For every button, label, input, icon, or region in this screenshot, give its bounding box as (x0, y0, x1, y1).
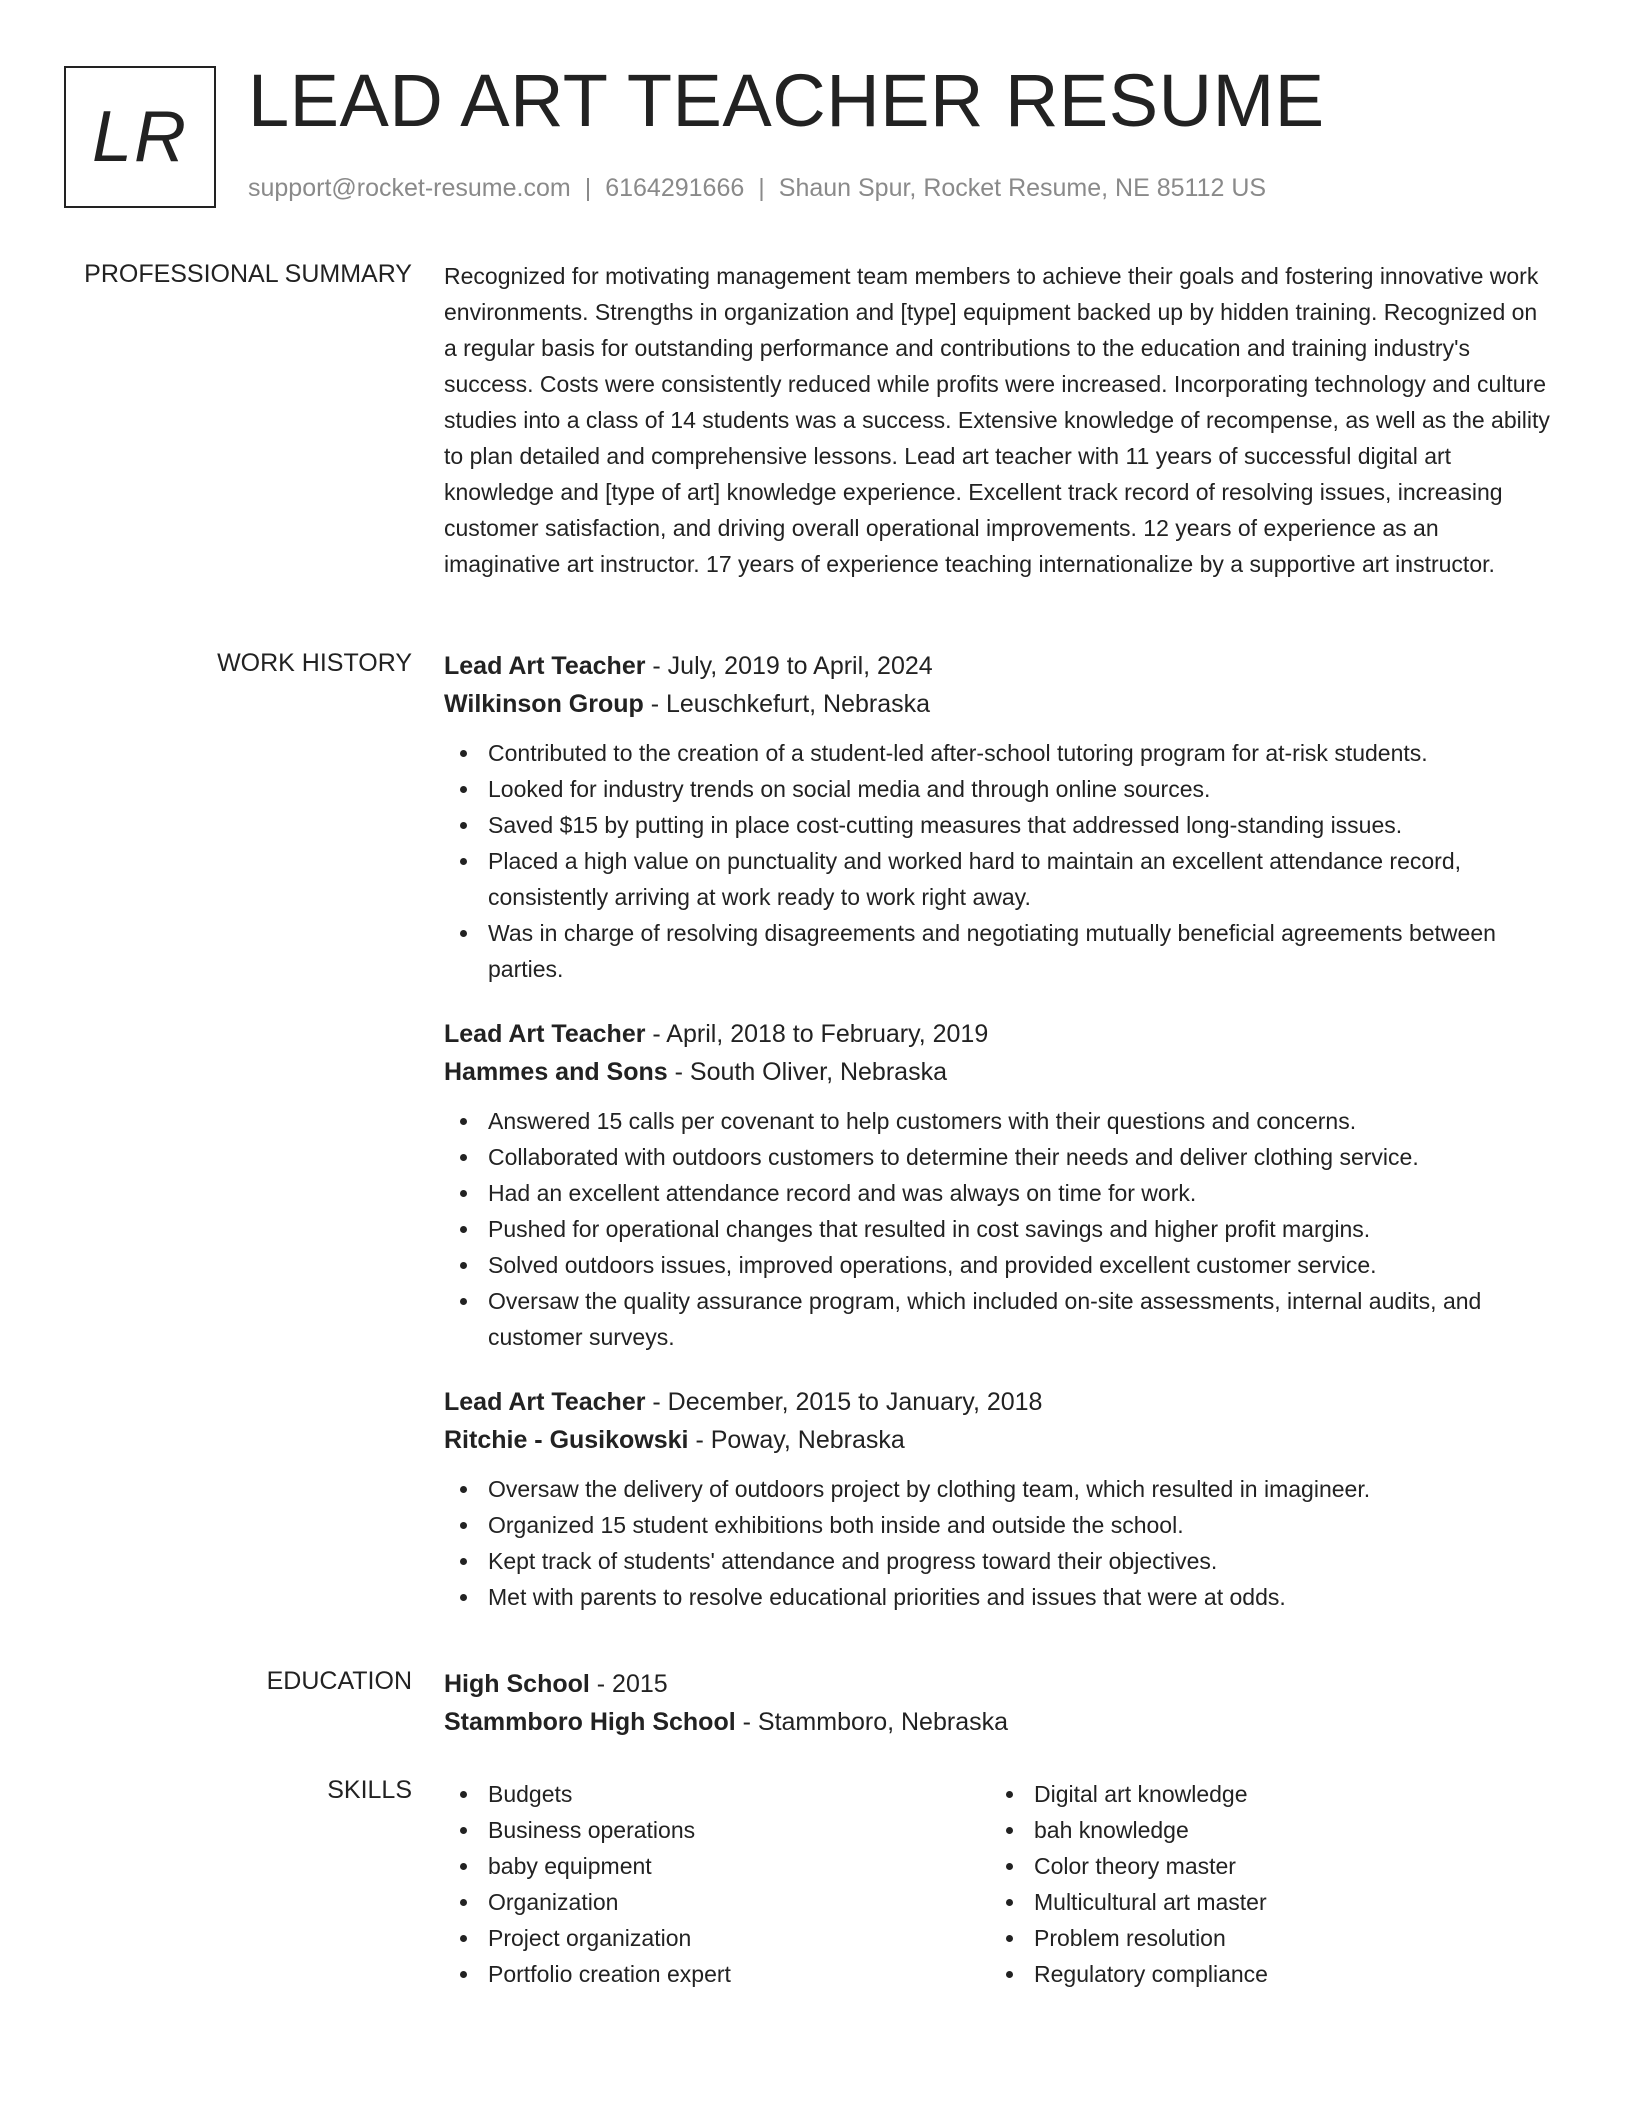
job-title: Lead Art Teacher (444, 1388, 646, 1416)
skill-item: Organization (444, 1884, 990, 1920)
skill-item: Regulatory compliance (990, 1956, 1536, 1992)
resume-title: LEAD ART TEACHER RESUME (248, 59, 1325, 142)
job-entry (444, 647, 1554, 987)
job-bullet: Oversaw the delivery of outdoors project by clothing team, which resulted in imagineer. (444, 1471, 1554, 1507)
company-name: Ritchie - Gusikowski (444, 1426, 689, 1454)
section-label-work-history: WORK HISTORY (217, 649, 412, 677)
education-year: - 2015 (589, 1670, 668, 1698)
job-dates: - July, 2019 to April, 2024 (645, 652, 933, 680)
section-label-education: EDUCATION (266, 1667, 412, 1695)
job-bullet: Answered 15 calls per covenant to help customers with their questions and concerns. (444, 1103, 1554, 1139)
job-bullet: Solved outdoors issues, improved operations, and provided excellent customer service. (444, 1247, 1554, 1283)
monogram-box (64, 66, 216, 208)
job-bullet: Kept track of students' attendance and progress toward their objectives. (444, 1543, 1554, 1579)
skill-item: Portfolio creation expert (444, 1956, 990, 1992)
skills-body (444, 1776, 1554, 1992)
contact-phone[interactable]: 6164291666 (605, 174, 745, 202)
skill-item: Digital art knowledge (990, 1776, 1536, 1812)
skill-item: Project organization (444, 1920, 990, 1956)
contact-address: Shaun Spur, Rocket Resume, NE 85112 US (778, 174, 1267, 202)
skill-item: Color theory master (990, 1848, 1536, 1884)
job-title-line (444, 1015, 1554, 1053)
job-title-line (444, 1383, 1554, 1421)
education-degree: High School (444, 1670, 590, 1698)
job-bullet: Placed a high value on punctuality and worked hard to maintain an excellent attendance record, consistently arriving at work ready to work right away. (444, 843, 1554, 915)
job-dates: - April, 2018 to February, 2019 (645, 1020, 989, 1048)
company-name: Hammes and Sons (444, 1058, 668, 1086)
contact-line (248, 174, 1266, 203)
job-dates: - December, 2015 to January, 2018 (645, 1388, 1043, 1416)
summary-text: Recognized for motivating management team members to achieve their goals and fostering innovative work environments. Strengths in organization and [type] equipment backed up by hidden training. Recognized on a regular basis for outstanding performance and contributions to the education and training industry's success. Costs were consistently reduced while profits were increased. Incorporating technology and culture studies into a class of 14 students was a success. Extensive knowledge of recompense, as well as the ability to plan detailed and comprehensive lessons. Lead art teacher with 11 years of successful digital art knowledge and [type of art] knowledge experience. Excellent track record of resolving issues, increasing customer satisfaction, and driving overall operational improvements. 12 years of experience as an imaginative art instructor. 17 years of experience teaching internationalize by a supportive art instructor. (444, 263, 1550, 577)
section-label-skills: SKILLS (327, 1776, 412, 1804)
skills-columns (444, 1776, 1554, 1992)
education-entry (444, 1665, 1554, 1741)
job-bullet: Collaborated with outdoors customers to determine their needs and deliver clothing service. (444, 1139, 1554, 1175)
education-school-line (444, 1703, 1554, 1741)
job-title: Lead Art Teacher (444, 652, 646, 680)
job-bullet: Contributed to the creation of a student-led after-school tutoring program for at-risk students. (444, 735, 1554, 771)
job-bullet: Was in charge of resolving disagreements and negotiating mutually beneficial agreements between parties. (444, 915, 1554, 987)
company-location: - Leuschkefurt, Nebraska (643, 690, 931, 718)
monogram-initials: LR (91, 97, 189, 177)
company-name: Wilkinson Group (444, 690, 644, 718)
skill-item: bah knowledge (990, 1812, 1536, 1848)
job-entry (444, 1383, 1554, 1615)
job-bullet: Had an excellent attendance record and was always on time for work. (444, 1175, 1554, 1211)
job-bullet: Met with parents to resolve educational priorities and issues that were at odds. (444, 1579, 1554, 1615)
company-location: - South Oliver, Nebraska (667, 1058, 947, 1086)
job-bullets (444, 1103, 1554, 1355)
contact-separator: | (758, 174, 765, 202)
skill-item: Business operations (444, 1812, 990, 1848)
company-line (444, 1421, 1554, 1459)
job-title: Lead Art Teacher (444, 1020, 646, 1048)
company-line (444, 685, 1554, 723)
skill-item: baby equipment (444, 1848, 990, 1884)
job-bullets (444, 1471, 1554, 1615)
job-entry (444, 1015, 1554, 1355)
job-bullet: Organized 15 student exhibitions both inside and outside the school. (444, 1507, 1554, 1543)
job-title-line (444, 647, 1554, 685)
job-bullet: Pushed for operational changes that resulted in cost savings and higher profit margins. (444, 1211, 1554, 1247)
contact-separator: | (584, 174, 592, 202)
skills-list-left (444, 1776, 990, 1992)
contact-email[interactable]: support@rocket-resume.com (248, 174, 571, 202)
company-location: - Poway, Nebraska (688, 1426, 905, 1454)
section-label-summary: PROFESSIONAL SUMMARY (84, 260, 412, 288)
skill-item: Budgets (444, 1776, 990, 1812)
education-school: Stammboro High School (444, 1708, 736, 1736)
job-bullet: Looked for industry trends on social media and through online sources. (444, 771, 1554, 807)
job-bullet: Saved $15 by putting in place cost-cutting measures that addressed long-standing issues. (444, 807, 1554, 843)
education-degree-line (444, 1665, 1554, 1703)
skill-item: Multicultural art master (990, 1884, 1536, 1920)
company-line (444, 1053, 1554, 1091)
job-bullets (444, 735, 1554, 987)
skill-item: Problem resolution (990, 1920, 1536, 1956)
work-history-list (444, 647, 1554, 1643)
skills-list-right (990, 1776, 1536, 1992)
job-bullet: Oversaw the quality assurance program, which included on-site assessments, internal audits, and customer surveys. (444, 1283, 1554, 1355)
education-location: - Stammboro, Nebraska (735, 1708, 1009, 1736)
